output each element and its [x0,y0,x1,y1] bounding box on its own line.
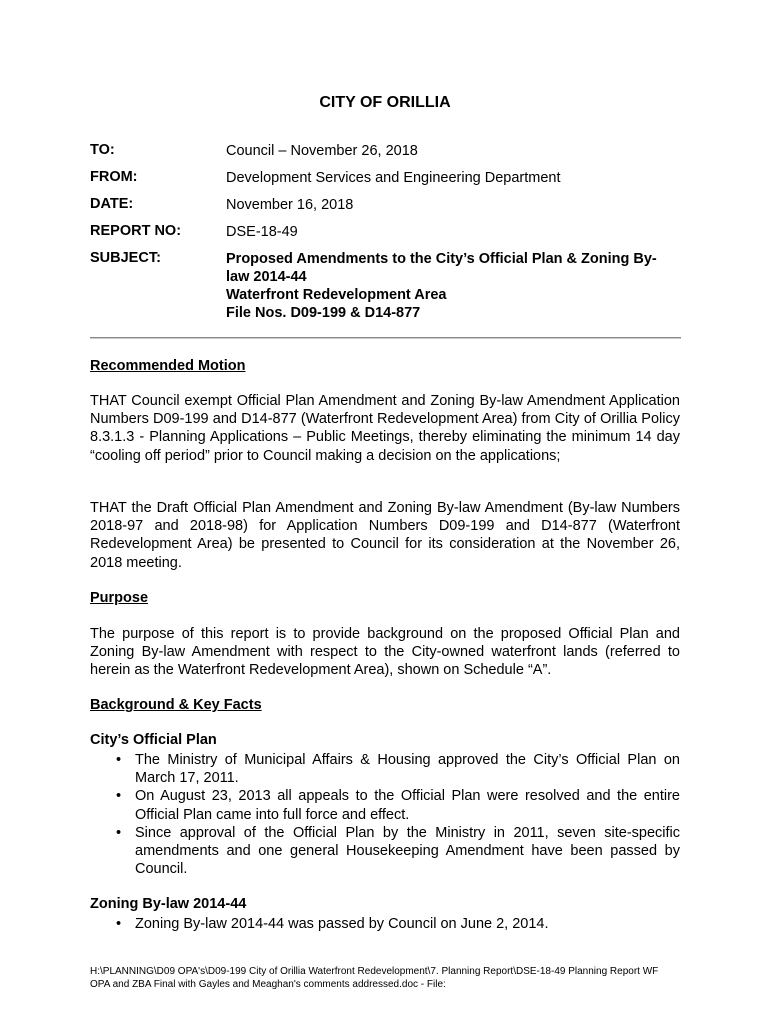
list-item-text: On August 23, 2013 all appeals to the Official Plan were resolved and the entire Official Plan came into full force and effect. [135,788,680,823]
bullet-icon: • [116,752,122,768]
list-item-text: Zoning By-law 2014-44 was passed by Council on June 2, 2014. [135,916,549,932]
report-number-value: DSE-18-49 [226,224,298,240]
background-heading: Background & Key Facts [90,697,262,713]
list-item [90,787,680,823]
date-value: November 16, 2018 [226,197,354,213]
from-label: FROM: [90,169,138,185]
list-item-text: The Ministry of Municipal Affairs & Housing approved the City’s Official Plan on March 17, 2011. [135,752,680,787]
bullet-icon: • [116,824,122,841]
document-title: CITY OF ORILLIA [319,94,451,111]
from-value: Development Services and Engineering Department [226,170,561,186]
report-number-label: REPORT NO: [90,223,182,239]
header-divider [90,337,681,339]
list-item [90,824,680,879]
subject-line: File Nos. D09-199 & D14-877 [226,305,421,321]
recommended-motion-paragraph-1: THAT Council exempt Official Plan Amendment and Zoning By-law Amendment Application Numbers D09-199 and D14-877 (Waterfront Redevelopment Area) from City of Orillia Policy 8.3.1.3 - Planning Applications – Public Meetings, thereby eliminating the minimum 14 day “cooling off period” prior to Council making a decision on the applications; [90,393,680,464]
list-item [90,915,680,933]
file-path-footer [90,966,680,991]
bullet-icon: • [116,916,122,932]
zoning-bullet-list [90,915,680,933]
subject-line: Waterfront Redevelopment Area [226,287,447,303]
footer-line: OPA and ZBA Final with Gayles and Meaghan's comments addressed.doc - File: [90,978,446,990]
official-plan-subheading: City’s Official Plan [90,732,217,748]
zoning-bylaw-subheading: Zoning By-law 2014-44 [90,896,247,912]
footer-line: H:\PLANNING\D09 OPA's\D09-199 City of Orillia Waterfront Redevelopment\7. Planning Report\DSE-18-49 Planning Report WF [90,966,659,977]
official-plan-bullet-list [90,751,680,878]
date-label: DATE: [90,196,134,212]
subject-value [226,250,666,322]
subject-line: law 2014-44 [226,269,307,285]
list-item [90,751,680,787]
recommended-motion-heading: Recommended Motion [90,358,246,374]
bullet-icon: • [116,788,122,805]
recommended-motion-paragraph-2: THAT the Draft Official Plan Amendment and Zoning By-law Amendment (By-law Numbers 2018-97 and 2018-98) for Application Numbers D09-199 and D14-877 (Waterfront Redevelopment Area) be presented to Council for its consideration at the November 26, 2018 meeting. [90,500,680,571]
to-label: TO: [90,142,115,158]
to-value: Council – November 26, 2018 [226,143,418,159]
purpose-paragraph: The purpose of this report is to provide background on the proposed Official Plan and Zoning By-law Amendment with respect to the City-owned waterfront lands (referred to herein as the Waterfront Redevelopment Area), shown on Schedule “A”. [90,626,680,679]
subject-line: Proposed Amendments to the City’s Official Plan & Zoning By- [226,251,657,267]
subject-label: SUBJECT: [90,250,161,266]
purpose-heading: Purpose [90,590,149,606]
list-item-text: Since approval of the Official Plan by the Ministry in 2011, seven site-specific amendments and one general Housekeeping Amendment have been passed by Council. [135,824,680,878]
